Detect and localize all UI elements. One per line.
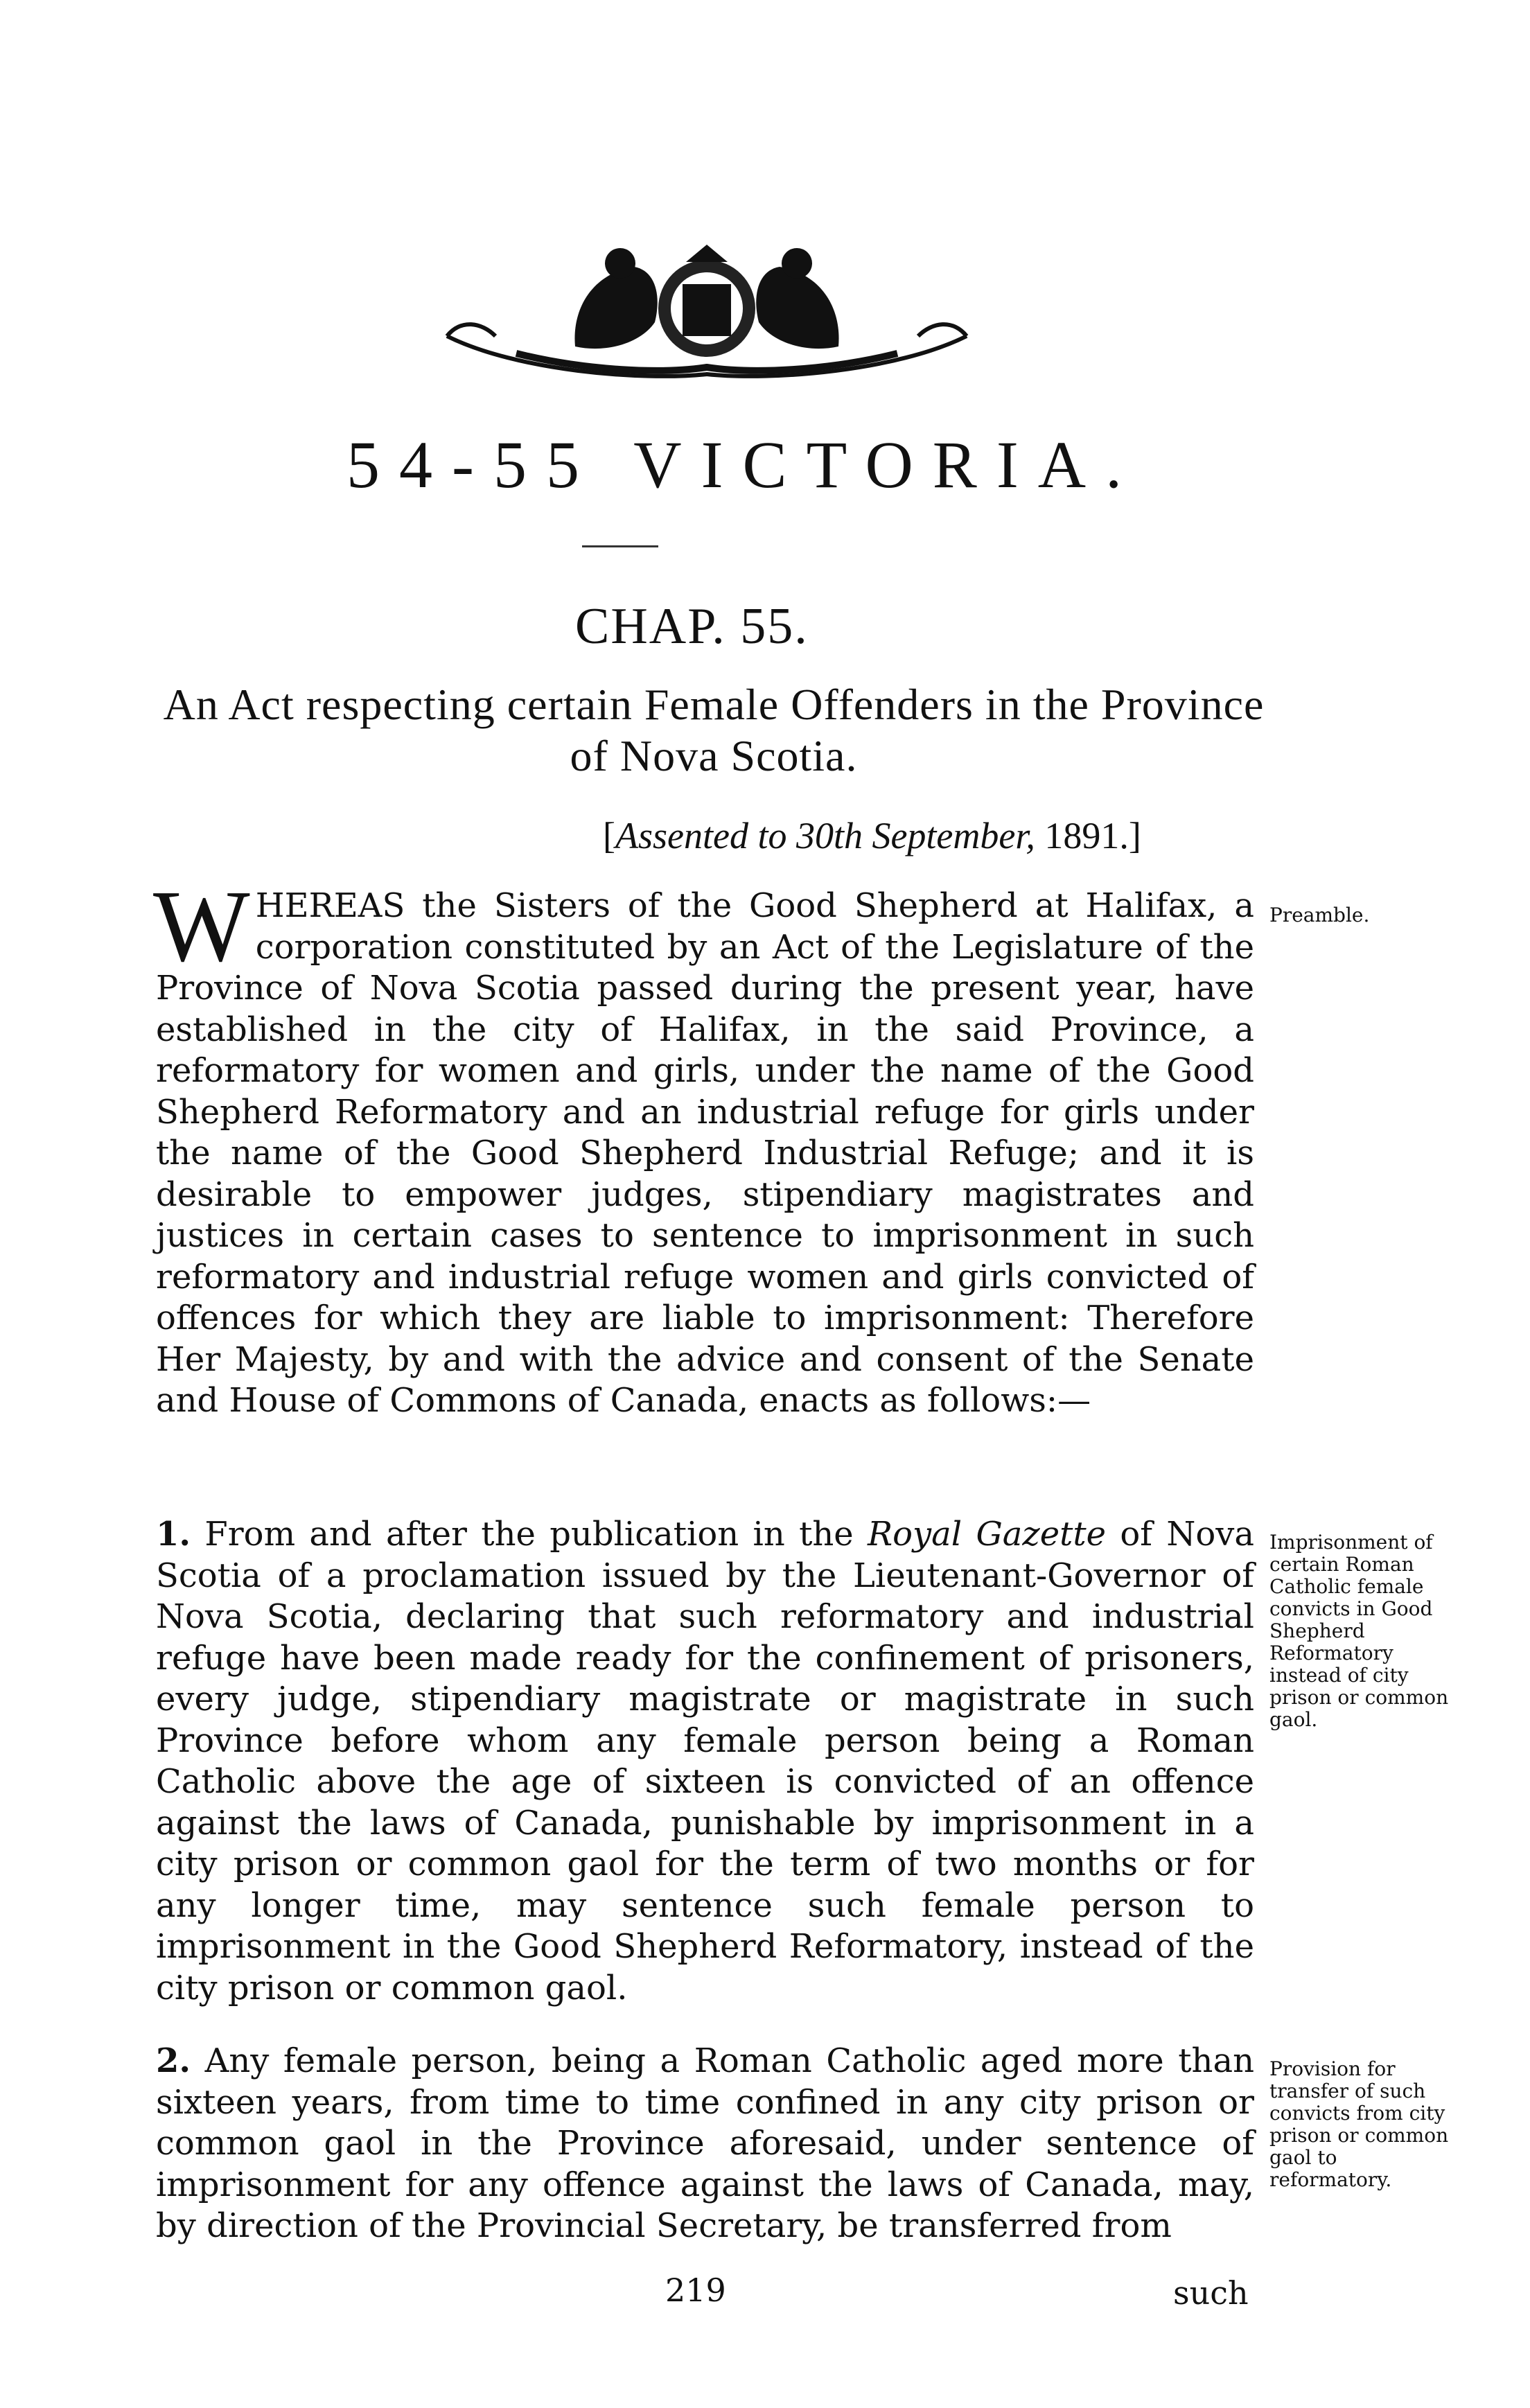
catchword: such xyxy=(1173,2274,1249,2312)
drop-cap: W xyxy=(153,870,250,983)
assent-italic: Assented to 30th September, xyxy=(615,815,1035,856)
assent-suffix: 1891.] xyxy=(1035,815,1141,856)
preamble-paragraph xyxy=(153,870,1254,1422)
section-number: 1. xyxy=(156,1515,191,1554)
preamble-text: HEREAS the Sisters of the Good Shepherd at Halifax, a corporation constituted by an Act of the Legislature of the Province of Nova Scotia passed during the present year, have established in the city of Halifax, in the said Province, a reformatory for women and girls, under the name of the Good Shepherd Reformatory and an industrial refuge for girls under the name of the Good Shepherd Industrial Refuge; and it is desirable to empower judges, stipendiary magistrates and justices in certain cases to sentence to imprisonment in such reformatory and industrial refuge women and girls convicted of offences for which they are liable to imprisonment: Therefore Her Majesty, by and with the advice and consent of the Senate and House of Commons of Canada, enacts as follows:— xyxy=(156,886,1254,1420)
section-italic: Royal Gazette xyxy=(868,1515,1107,1554)
section-1 xyxy=(156,1514,1254,2009)
act-title: An Act respecting certain Female Offenders in the Province of Nova Scotia. xyxy=(163,680,1265,780)
assent-prefix: [ xyxy=(603,815,615,856)
chapter-heading: CHAP. 55. xyxy=(575,598,809,655)
margin-note-preamble: Preamble. xyxy=(1269,904,1370,926)
section-text: Any female person, being a Roman Catholic aged more than sixteen years, from time to time confined in any city prison or common gaol in the Province aforesaid, under sentence of imprisonment for any offence against the laws of Canada, may, by direction of the Provincial Secretary, be transferred from xyxy=(156,2041,1254,2245)
title-divider xyxy=(582,545,658,547)
margin-note-section-1: Imprisonment of certain Roman Catholic female convicts in Good Shepherd Reformatory instead of city prison or common gaol. xyxy=(1269,1531,1449,1731)
section-number: 2. xyxy=(156,2041,191,2080)
margin-note-section-2: Provision for transfer of such convicts from city prison or common gaol to reformatory. xyxy=(1269,2057,1449,2191)
section-2 xyxy=(156,2041,1254,2247)
royal-coat-of-arms-icon xyxy=(433,232,981,381)
section-text-cont: of Nova Scotia of a proclamation issued by the Lieutenant-Governor of Nova Scotia, declaring that such reformatory and industrial refuge have been made ready for the confinement of prisoners, every judge, stipendiary magistrate or magistrate in such Province before whom any female person being a Roman Catholic above the age of sixteen is convicted of an offence against the laws of Canada, punishable by imprisonment in a city prison or common gaol for the term of two months or for any longer time, may sentence such female person to imprisonment in the Good Shepherd Reformatory, instead of the city prison or common gaol. xyxy=(156,1515,1254,2007)
page-number: 219 xyxy=(665,2271,726,2309)
section-text: From and after the publication in the xyxy=(204,1515,868,1554)
assent-date xyxy=(603,814,1141,857)
page-title: 54-55 VICTORIA. xyxy=(346,428,1142,502)
